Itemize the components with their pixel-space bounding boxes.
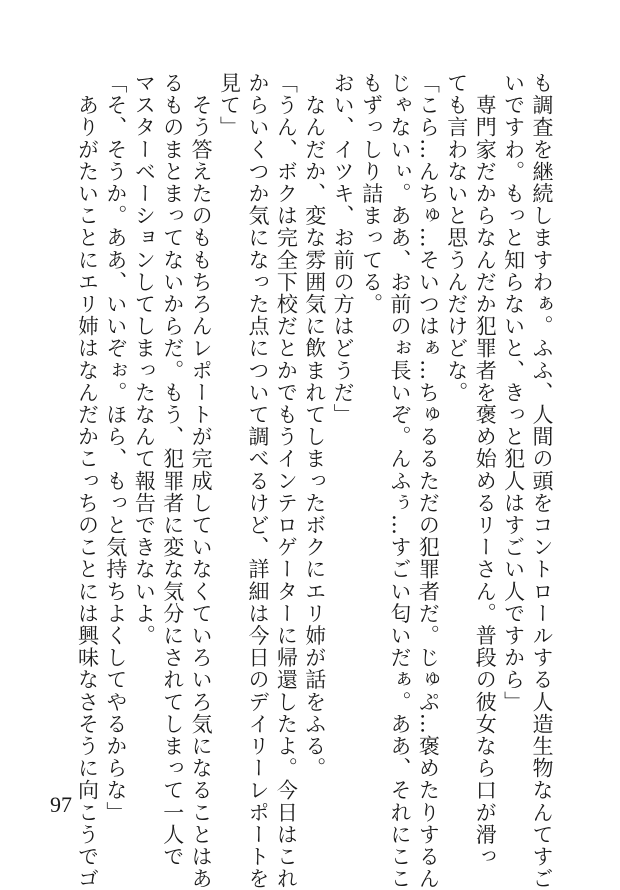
text-column: 「うん、ボクは完全下校だとかでもうインテロゲーターに帰還したよ。今日はこれ — [274, 72, 299, 890]
text-column: おい、イツキ、お前の方はどうだ」 — [331, 72, 356, 426]
text-column: もずっしり詰まってる。 — [359, 72, 384, 316]
text-column: るものまとまってないからだ。もう、犯罪者に変な気分にされてしまって一人で — [160, 72, 185, 868]
text-column: 「こら…んちゅ…そいつはぁ…ちゅるるただの犯罪者だ。じゅぷ…褒めたりするん — [416, 72, 441, 890]
text-column: 専門家だからなんだか犯罪者を褒め始めるリーさん。普段の彼女なら口が滑っ — [473, 72, 498, 868]
text-column: そう答えたのももちろんレポートが完成していなくていろいろ気になることはあ — [189, 72, 214, 890]
text-column: いですわ。もっと知らないと、きっと犯人はすごい人ですから」 — [501, 72, 526, 713]
text-column: じゃないぃ。ああ、お前のぉ長いぞ。んふぅ…すごい匂いだぁ。ああ、それにここ — [387, 72, 412, 890]
text-column: ても言わないと思うんだけどな。 — [444, 72, 469, 404]
text-column: マスターベーションしてしまったなんて報告できないよ。 — [132, 72, 157, 647]
text-column: ありがたいことにエリ姉はなんだかこっちのことには興味なさそうに向こうでゴ — [75, 72, 100, 890]
text-column: からいくつか気になった点について調べるけど、詳細は今日のデイリーレポートを — [245, 72, 270, 890]
page-number: 97 — [50, 792, 72, 817]
text-column: も調査を継続しますわぁ。ふふ、人間の頭をコントロールする人造生物なんてすご — [530, 72, 554, 890]
text-column: 見て」 — [217, 72, 242, 139]
text-column: なんだか、変な雰囲気に飲まれてしまったボクにエリ姉が話をふる。 — [302, 72, 327, 780]
text-column: 「そ、そうか。ああ、いいぞぉ。ほら、もっと気持ちよくしてやるからな」 — [103, 72, 128, 824]
